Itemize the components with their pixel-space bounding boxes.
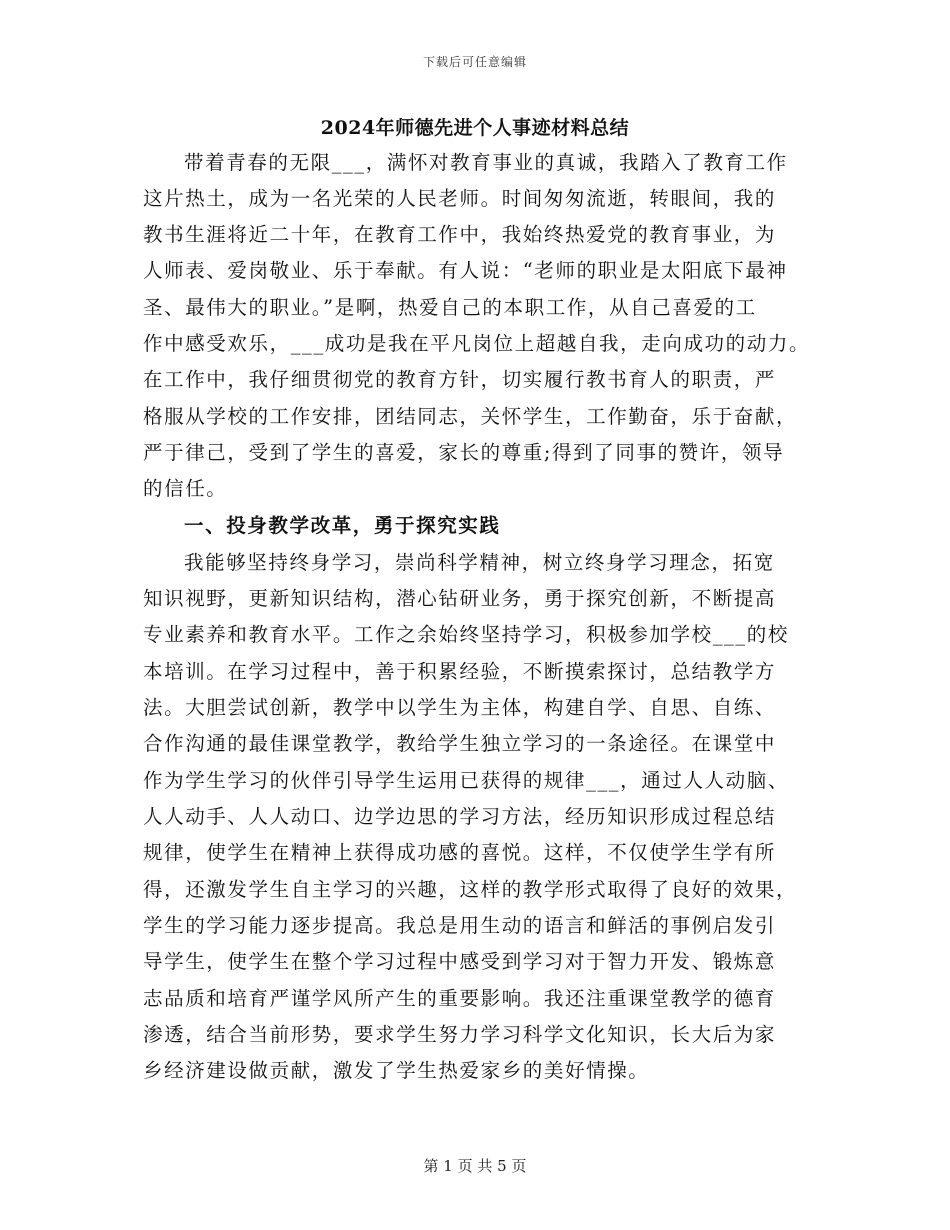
document-title: 2024年师德先进个人事迹材料总结 <box>320 117 630 139</box>
text-line: 在工作中，我仔细贯彻党的教育方针，切实履行教书育人的职责，严 <box>143 368 777 391</box>
text-line: 导学生，使学生在整个学习过程中感受到学习对于智力开发、锻炼意 <box>143 950 777 973</box>
page-number: 第 1 页 共 5 页 <box>423 1157 527 1175</box>
text-line: 得，还激发学生自主学习的兴趣，这样的教学形式取得了良好的效果， <box>143 878 798 901</box>
text-line: 作中感受欢乐，___成功是我在平凡岗位上超越自我，走向成功的动力。 <box>143 332 811 355</box>
text-line: 我能够坚持终身学习，崇尚科学精神，树立终身学习理念，拓宽 <box>184 551 775 574</box>
text-line: 学生的学习能力逐步提高。我总是用生动的语言和鲜活的事例启发引 <box>143 914 777 937</box>
section-heading: 一、投身教学改革，勇于探究实践 <box>184 514 501 537</box>
text-line: 法。大胆尝试创新，教学中以学生为主体，构建自学、自思、自练、 <box>143 696 777 719</box>
text-line: 乡经济建设做贡献，激发了学生热爱家乡的美好情操。 <box>143 1059 650 1082</box>
text-line: 人人动手、人人动口、边学边思的学习方法，经历知识形成过程总结 <box>143 805 777 828</box>
text-line: 志品质和培育严谨学风所产生的重要影响。我还注重课堂教学的德育 <box>143 987 777 1010</box>
text-line: 专业素养和教育水平。工作之余始终坚持学习，积极参加学校___的校 <box>143 623 789 646</box>
text-line: 的信任。 <box>143 477 228 500</box>
text-line: 这片热土，成为一名光荣的人民老师。时间匆匆流逝，转眼间，我的 <box>143 187 777 210</box>
text-line: 本培训。在学习过程中，善于积累经验，不断摸索探讨，总结教学方 <box>143 660 777 683</box>
text-line: 作为学生学习的伙伴引导学生运用已获得的规律___，通过人人动脑、 <box>143 769 789 792</box>
text-line: 带着青春的无限___，满怀对教育事业的真诚，我踏入了教育工作 <box>184 151 788 174</box>
text-line: 格服从学校的工作安排，团结同志，关怀学生，工作勤奋，乐于奋献， <box>143 405 798 428</box>
text-line: 严于律己，受到了学生的喜爱，家长的尊重;得到了同事的赞许，领导 <box>143 441 785 464</box>
text-line: 规律，使学生在精神上获得成功感的喜悦。这样，不仅使学生学有所 <box>143 841 777 864</box>
text-line: 人师表、爱岗敬业、乐于奉献。有人说：“老师的职业是太阳底下最神 <box>143 259 788 282</box>
text-line: 教书生涯将近二十年，在教育工作中，我始终热爱党的教育事业，为 <box>143 223 777 246</box>
text-line: 知识视野，更新知识结构，潜心钻研业务，勇于探究创新，不断提高 <box>143 587 777 610</box>
text-line: 圣、最伟大的职业。”是啊，热爱自己的本职工作，从自己喜爱的工 <box>143 296 757 319</box>
text-line: 合作沟通的最佳课堂教学，教给学生独立学习的一条途径。在课堂中 <box>143 732 777 755</box>
text-line: 渗透，结合当前形势，要求学生努力学习科学文化知识，长大后为家 <box>143 1023 777 1046</box>
header-note: 下载后可任意编辑 <box>422 55 527 69</box>
